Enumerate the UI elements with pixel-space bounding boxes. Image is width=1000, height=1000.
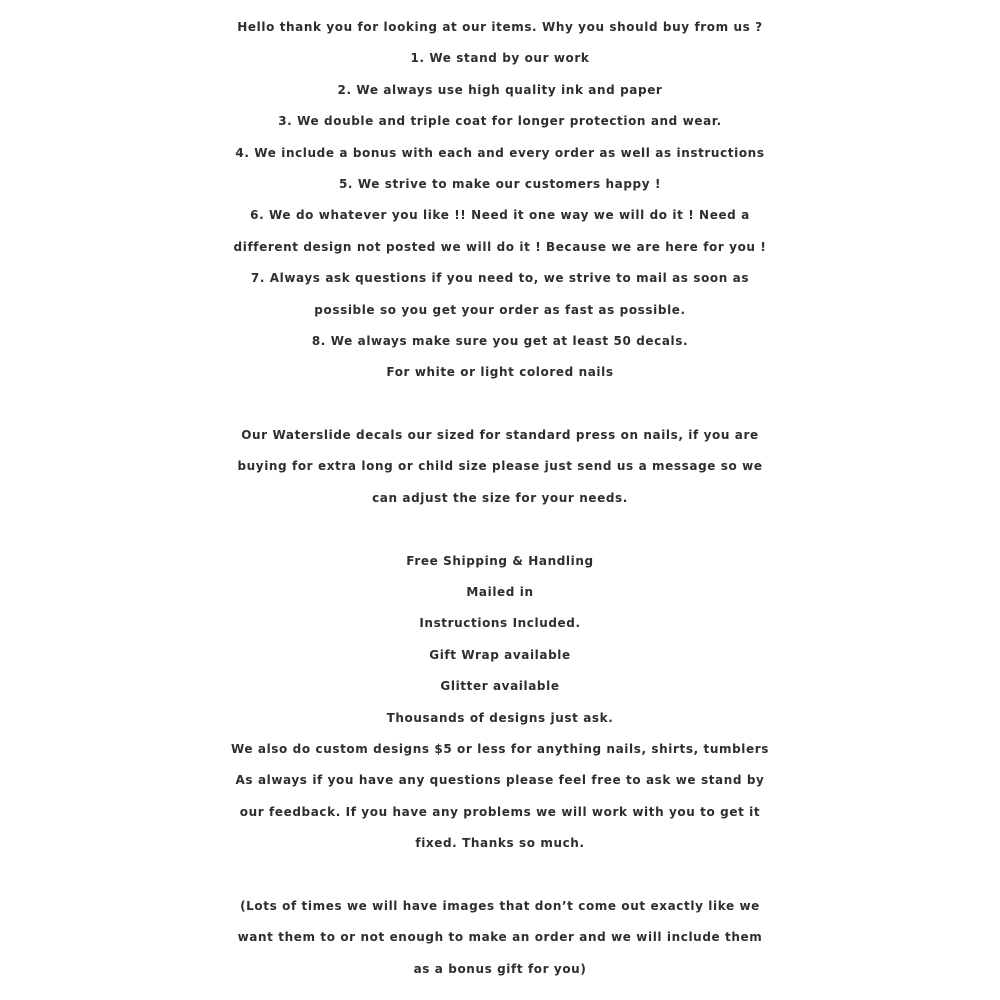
intro-section bbox=[0, 12, 1000, 389]
benefit-item-8: 8. We always make sure you get at least 50 decals. bbox=[311, 333, 689, 348]
benefit-item-7-cont: possible so you get your order as fast as possible. bbox=[314, 302, 686, 317]
designs-line: Thousands of designs just ask. bbox=[386, 710, 614, 725]
paragraph-spacer bbox=[0, 860, 1000, 891]
benefit-item-7: 7. Always ask questions if you need to, we strive to mail as soon as bbox=[250, 271, 750, 286]
benefit-item-4: 4. We include a bonus with each and every order as well as instructions bbox=[235, 145, 765, 160]
benefit-item-3: 3. We double and triple coat for longer protection and wear. bbox=[278, 114, 722, 129]
paragraph-spacer bbox=[0, 389, 1000, 420]
shipping-section bbox=[0, 546, 1000, 860]
benefit-item-5: 5. We strive to make our customers happy ! bbox=[338, 176, 662, 191]
questions-line-3: fixed. Thanks so much. bbox=[415, 836, 585, 851]
bonus-section bbox=[0, 891, 1000, 985]
free-shipping-line: Free Shipping & Handling bbox=[406, 553, 594, 568]
instructions-line: Instructions Included. bbox=[419, 616, 581, 631]
gift-wrap-line: Gift Wrap available bbox=[429, 647, 571, 662]
benefit-item-6: 6. We do whatever you like !! Need it one way we will do it ! Need a bbox=[250, 208, 750, 223]
questions-line-2: our feedback. If you have any problems we will work with you to get it bbox=[239, 804, 761, 819]
nail-color-note: For white or light colored nails bbox=[386, 365, 614, 380]
benefit-item-2: 2. We always use high quality ink and paper bbox=[337, 82, 663, 97]
sizing-line-1: Our Waterslide decals our sized for standard press on nails, if you are bbox=[241, 428, 759, 443]
benefit-item-1: 1. We stand by our work bbox=[410, 51, 590, 66]
sizing-line-2: buying for extra long or child size please just send us a message so we bbox=[237, 459, 763, 474]
paragraph-spacer bbox=[0, 514, 1000, 545]
questions-line-1: As always if you have any questions please feel free to ask we stand by bbox=[235, 773, 765, 788]
bonus-line-1: (Lots of times we will have images that don’t come out exactly like we bbox=[240, 898, 760, 913]
sizing-line-3: can adjust the size for your needs. bbox=[372, 490, 628, 505]
custom-designs-line: We also do custom designs $5 or less for anything nails, shirts, tumblers bbox=[230, 741, 770, 756]
listing-description bbox=[0, 12, 1000, 985]
benefit-item-6-cont: different design not posted we will do it ! Because we are here for you ! bbox=[233, 239, 767, 254]
mailed-in-line: Mailed in bbox=[466, 585, 534, 600]
bonus-line-2: want them to or not enough to make an order and we will include them bbox=[237, 930, 763, 945]
bonus-line-3: as a bonus gift for you) bbox=[413, 961, 587, 976]
sizing-section bbox=[0, 420, 1000, 514]
greeting-line: Hello thank you for looking at our items. Why you should buy from us ? bbox=[237, 20, 763, 34]
glitter-line: Glitter available bbox=[440, 679, 560, 694]
